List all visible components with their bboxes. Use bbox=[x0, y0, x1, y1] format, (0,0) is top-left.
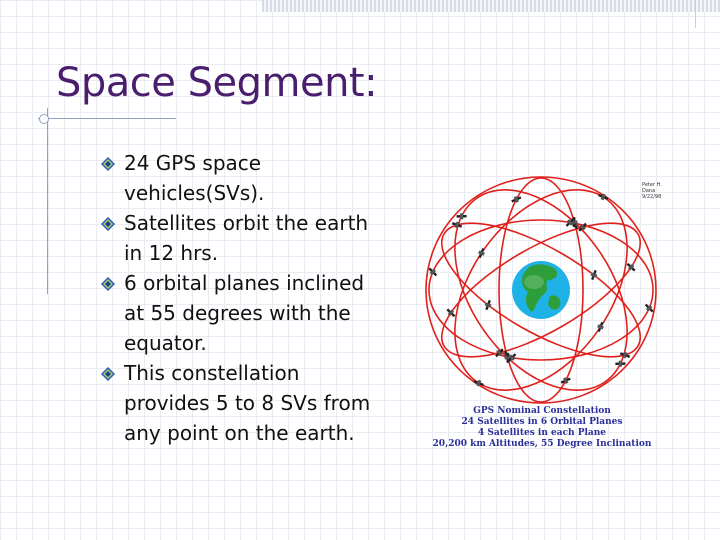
bullet-text: 6 orbital planes inclined at 55 degrees with the equator. bbox=[124, 271, 365, 355]
title-vertical-rule bbox=[47, 108, 48, 294]
satellite-icon bbox=[511, 195, 523, 205]
bullet-list bbox=[100, 148, 390, 448]
satellite-icon bbox=[560, 376, 572, 386]
caption-line: 20,200 km Altitudes, 55 Degree Inclination bbox=[432, 439, 652, 449]
satellite-icon bbox=[589, 269, 598, 280]
satellite-icon bbox=[619, 351, 630, 360]
bullet-item bbox=[100, 208, 390, 268]
earth-globe bbox=[512, 261, 570, 319]
gps-constellation-figure bbox=[410, 170, 670, 462]
satellite-icon bbox=[615, 361, 625, 367]
title-ring-icon bbox=[39, 114, 49, 124]
satellite-icon bbox=[445, 307, 456, 318]
decorative-top-band bbox=[262, 0, 720, 12]
satellite-icon bbox=[625, 262, 636, 273]
satellite-icon bbox=[451, 220, 462, 229]
diamond-bullet-icon bbox=[100, 156, 116, 172]
slide-title: Space Segment: bbox=[56, 60, 378, 106]
figure-credit: Peter H. Dana 9/22/98 bbox=[642, 182, 662, 200]
caption-line: 4 Satellites in each Plane bbox=[477, 428, 607, 438]
caption-line: GPS Nominal Constellation bbox=[473, 406, 611, 416]
bullet-text: This constellation provides 5 to 8 SVs from any point on the earth. bbox=[124, 361, 371, 445]
diamond-bullet-icon bbox=[100, 366, 116, 382]
title-underline bbox=[38, 118, 176, 119]
diamond-bullet-icon bbox=[100, 216, 116, 232]
satellite-icon bbox=[457, 213, 467, 219]
constellation-diagram bbox=[410, 170, 674, 406]
decorative-line bbox=[695, 0, 696, 28]
diamond-bullet-icon bbox=[100, 276, 116, 292]
bullet-item bbox=[100, 268, 390, 358]
bullet-text: Satellites orbit the earth in 12 hrs. bbox=[124, 211, 369, 265]
bullet-text: 24 GPS space vehicles(SVs). bbox=[124, 151, 265, 205]
satellite-icon bbox=[484, 299, 493, 310]
caption-line: 24 Satellites in 6 Orbital Planes bbox=[461, 417, 623, 427]
bullet-item bbox=[100, 148, 390, 208]
bullet-item bbox=[100, 358, 390, 448]
figure-caption bbox=[410, 406, 674, 450]
